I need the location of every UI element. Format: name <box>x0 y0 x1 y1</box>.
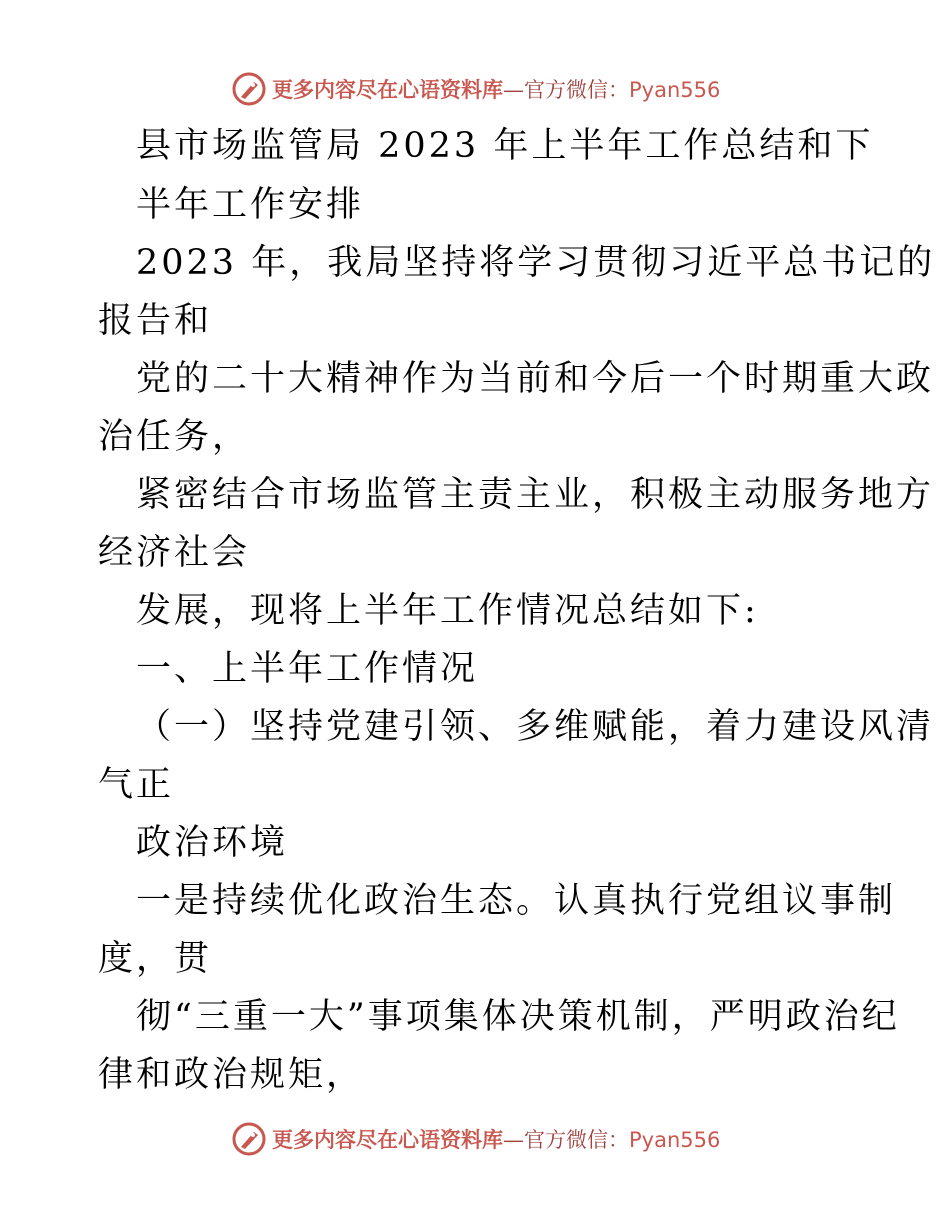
banner-part1: 更多内容尽在心语资料库 <box>272 1128 503 1152</box>
paragraph-line: 律和政治规矩， <box>98 1055 365 1095</box>
banner-part3: Pyan556 <box>629 1128 721 1152</box>
document-title-line-1: 县市场监管局 2023 年上半年工作总结和下 <box>136 126 874 166</box>
banner-part2: —官方微信： <box>503 78 629 102</box>
paragraph-line: 治任务， <box>98 417 251 457</box>
paragraph-line: 彻“三重一大”事项集体决策机制，严明政治纪 <box>136 997 900 1037</box>
header-banner-text <box>272 76 720 104</box>
banner-part3: Pyan556 <box>629 78 721 102</box>
banner-part1: 更多内容尽在心语资料库 <box>272 78 503 102</box>
subsection-heading-line-2: 气正 <box>98 765 175 805</box>
subsection-heading-line-1: （一）坚持党建引领、多维赋能，着力建设风清 <box>136 707 935 747</box>
subsection-heading-line-3: 政治环境 <box>136 823 289 863</box>
paragraph-line: 2023 年，我局坚持将学习贯彻习近平总书记的 <box>136 243 936 283</box>
paragraph-line: 党的二十大精神作为当前和今后一个时期重大政 <box>136 359 935 399</box>
footer-banner-text <box>272 1126 720 1154</box>
paragraph-line: 发展，现将上半年工作情况总结如下: <box>136 591 759 631</box>
paragraph-line: 经济社会 <box>98 533 251 573</box>
paragraph-line: 度，贯 <box>98 939 213 979</box>
paragraph-line: 报告和 <box>98 301 213 341</box>
header-banner <box>0 70 950 110</box>
footer-banner <box>0 1120 950 1160</box>
paragraph-line: 紧密结合市场监管主责主业，积极主动服务地方 <box>136 475 935 515</box>
pen-nib-logo-icon <box>232 1122 266 1156</box>
paragraph-line: 一是持续优化政治生态。认真执行党组议事制 <box>136 881 897 921</box>
banner-part2: —官方微信： <box>503 1128 629 1152</box>
section-heading: 一、上半年工作情况 <box>136 649 479 689</box>
pen-nib-logo-icon <box>232 72 266 106</box>
document-title-line-2: 半年工作安排 <box>136 185 365 225</box>
